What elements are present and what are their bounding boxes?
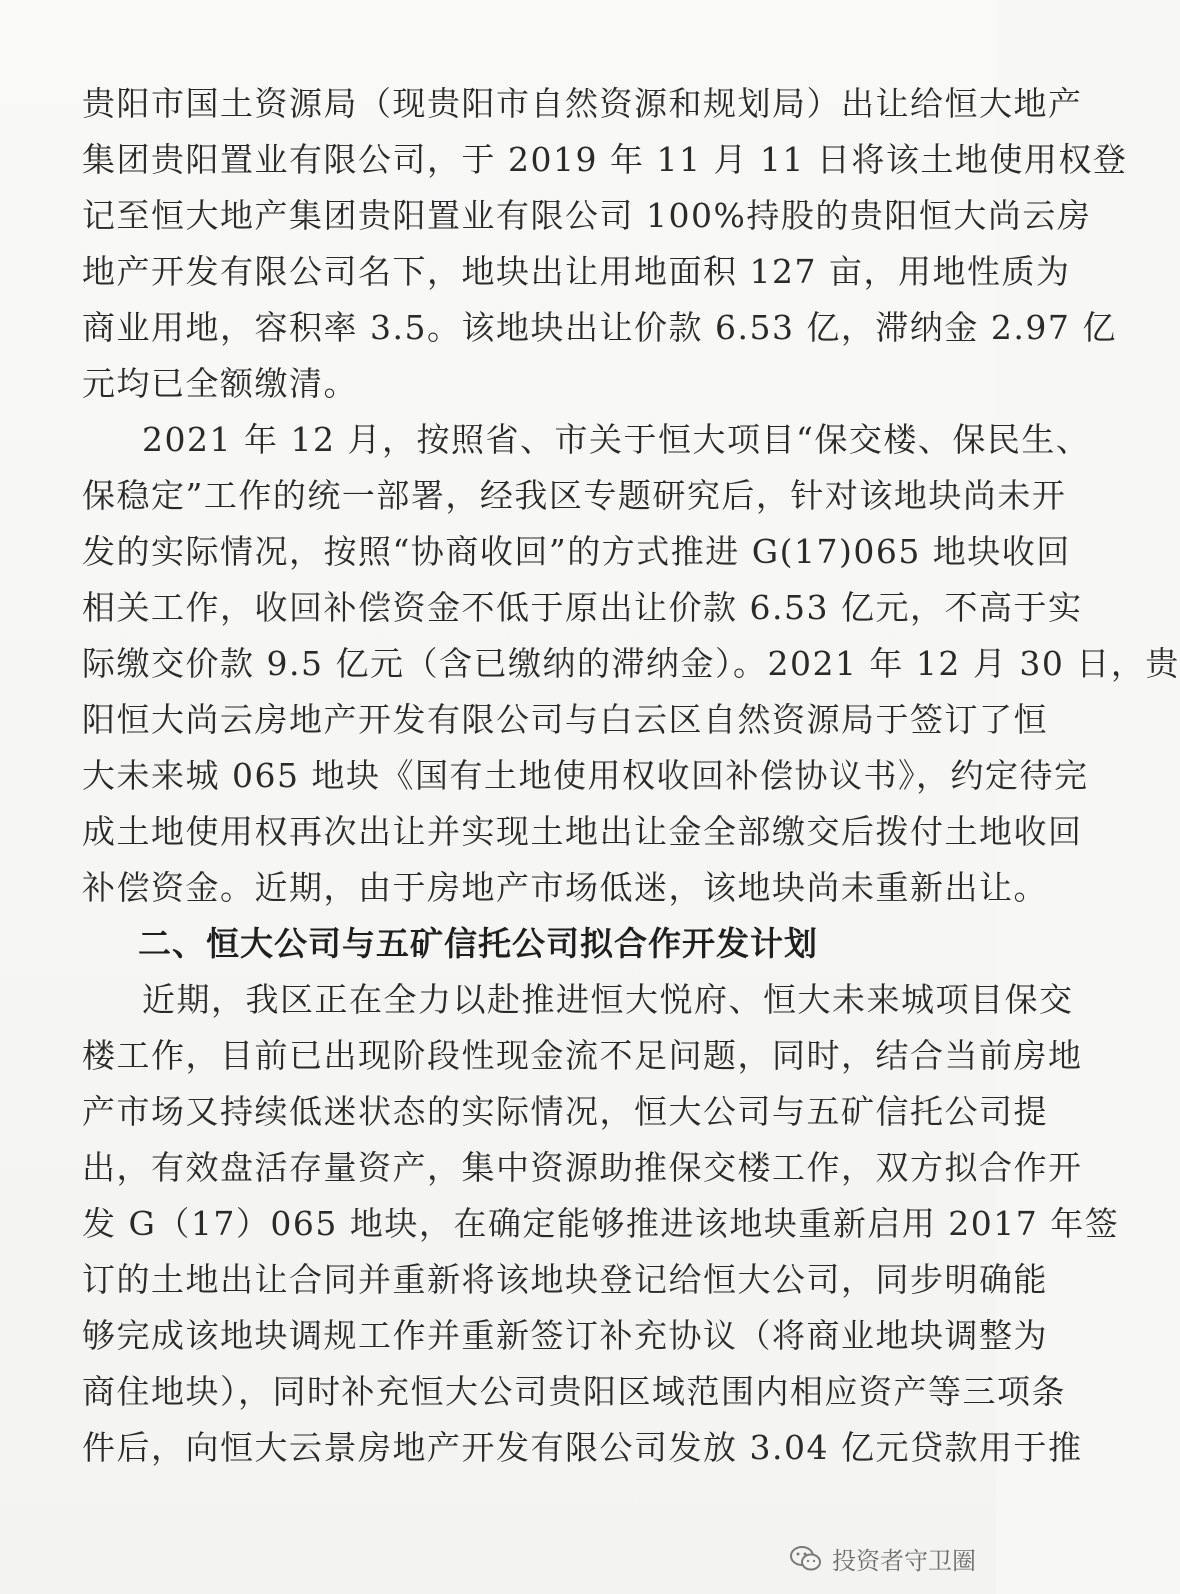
text-line: 发的实际情况，按照“协商收回”的方式推进 G(17)065 地块收回 (82, 532, 1071, 571)
text-line: 地产开发有限公司名下，地块出让用地面积 127 亩，用地性质为 (82, 252, 1071, 291)
text-line: 2021 年 12 月，按照省、市关于恒大项目“保交楼、保民生、 (142, 420, 1091, 459)
text-line: 际缴交价款 9.5 亿元（含已缴纳的滞纳金）。2021 年 12 月 30 日，贵 (82, 644, 1180, 683)
watermark (790, 1541, 976, 1576)
text-line: 贵阳市国土资源局（现贵阳市自然资源和规划局）出让给恒大地产 (82, 84, 1083, 123)
text-line: 发 G（17）065 地块，在确定能够推进该地块重新启用 2017 年签 (82, 1204, 1120, 1243)
paragraph-2 (82, 412, 1180, 916)
text-line: 成土地使用权再次出让并实现土地出让金全部缴交后拨付土地收回 (82, 812, 1083, 851)
paragraph-3 (82, 972, 1120, 1476)
document-body (82, 76, 1180, 1476)
text-line: 补偿资金。近期，由于房地产市场低迷，该地块尚未重新出让。 (82, 868, 1048, 907)
wechat-icon (790, 1546, 822, 1572)
section-heading: 二、恒大公司与五矿信托公司拟合作开发计划 (138, 924, 818, 963)
text-line: 近期，我区正在全力以赴推进恒大悦府、恒大未来城项目保交 (142, 980, 1074, 1019)
text-line: 产市场又持续低迷状态的实际情况，恒大公司与五矿信托公司提 (82, 1092, 1048, 1131)
text-line: 保稳定”工作的统一部署，经我区专题研究后，针对该地块尚未开 (82, 476, 1067, 515)
text-line: 记至恒大地产集团贵阳置业有限公司 100%持股的贵阳恒大尚云房 (82, 196, 1092, 235)
text-line: 集团贵阳置业有限公司，于 2019 年 11 月 11 日将该土地使用权登 (82, 140, 1128, 179)
text-line: 够完成该地块调规工作并重新签订补充协议（将商业地块调整为 (82, 1316, 1048, 1355)
text-line: 订的土地出让合同并重新将该地块登记给恒大公司，同步明确能 (82, 1260, 1048, 1299)
text-line: 阳恒大尚云房地产开发有限公司与白云区自然资源局于签订了恒 (82, 700, 1048, 739)
text-line: 商住地块），同时补充恒大公司贵阳区域范围内相应资产等三项条 (82, 1372, 1066, 1411)
paragraph-1 (82, 76, 1128, 412)
text-line: 件后，向恒大云景房地产开发有限公司发放 3.04 亿元贷款用于推 (82, 1428, 1083, 1467)
text-line: 出，有效盘活存量资产，集中资源助推保交楼工作，双方拟合作开 (82, 1148, 1083, 1187)
text-line: 楼工作，目前已出现阶段性现金流不足问题，同时，结合当前房地 (82, 1036, 1083, 1075)
watermark-text: 投资者守卫圈 (832, 1547, 976, 1575)
text-line: 大未来城 065 地块《国有土地使用权收回补偿协议书》，约定待完 (82, 756, 1089, 795)
text-line: 元均已全额缴清。 (82, 364, 358, 403)
text-line: 商业用地，容积率 3.5。该地块出让价款 6.53 亿，滞纳金 2.97 亿 (82, 308, 1117, 347)
text-line: 相关工作，收回补偿资金不低于原出让价款 6.53 亿元，不高于实 (82, 588, 1083, 627)
